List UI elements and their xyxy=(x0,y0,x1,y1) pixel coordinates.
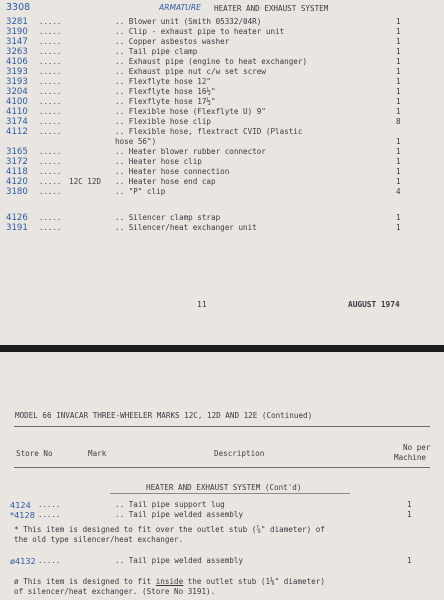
leader-dots: ..... xyxy=(39,27,62,36)
section-heading-rule xyxy=(110,493,350,494)
column-header-qty-line2: Machine xyxy=(394,453,427,462)
table-row xyxy=(0,223,444,233)
column-header-mark: Mark xyxy=(88,449,107,458)
column-header-description: Description xyxy=(214,449,265,458)
store-number: 3281 xyxy=(6,17,28,27)
table-row xyxy=(0,177,444,187)
footnote-phi-emphasis: inside xyxy=(155,577,184,586)
part-description: .. Silencer clamp strap xyxy=(115,213,221,222)
leader-dots: ..... xyxy=(39,187,62,196)
quantity: 1 xyxy=(396,167,401,176)
table-row xyxy=(0,97,444,107)
part-description: .. Silencer/heat exchanger unit xyxy=(115,223,257,232)
mark-code: 12C 12D xyxy=(69,177,102,186)
table-row xyxy=(0,107,444,117)
store-number: 3172 xyxy=(6,157,28,167)
part-description: .. Heater blower rubber connector xyxy=(115,147,266,156)
store-number: 4118 xyxy=(6,167,28,177)
part-description: .. Copper asbestos washer xyxy=(115,37,230,46)
quantity: 1 xyxy=(396,87,401,96)
leader-dots: ..... xyxy=(39,107,62,116)
quantity: 1 xyxy=(396,177,401,186)
store-number: 3193 xyxy=(6,67,28,77)
footnote-phi-line2: of silencer/heat exchanger. (Store No 3191). xyxy=(14,587,216,596)
leader-dots: ..... xyxy=(39,147,62,156)
store-number: 4100 xyxy=(6,97,28,107)
store-number: ø4132 xyxy=(10,556,36,566)
footnote-phi-line1 xyxy=(14,577,325,587)
quantity: 1 xyxy=(407,510,412,519)
store-number: 4112 xyxy=(6,127,28,137)
store-number: 3165 xyxy=(6,147,28,157)
quantity: 1 xyxy=(396,47,401,56)
part-description: .. Flexflyte hose 16½" xyxy=(115,87,216,96)
quantity: 1 xyxy=(396,17,401,26)
table-row xyxy=(0,17,444,27)
section-heading: HEATER AND EXHAUST SYSTEM xyxy=(214,4,329,13)
store-number: 3263 xyxy=(6,47,28,57)
leader-dots: ..... xyxy=(39,67,62,76)
quantity: 1 xyxy=(396,67,401,76)
footnote-phi-text-a: ø This item is designed to fit xyxy=(14,577,156,586)
quantity: 1 xyxy=(407,500,412,509)
quantity: 1 xyxy=(396,157,401,166)
footnote-star-line1: * This item is designed to fit over the outlet stub (⅞" diameter) of xyxy=(14,525,325,534)
table-row xyxy=(0,37,444,47)
leader-dots: ..... xyxy=(39,223,62,232)
table-row xyxy=(0,500,444,510)
leader-dots: ..... xyxy=(39,97,62,106)
store-number: 4110 xyxy=(6,107,28,117)
leader-dots: ..... xyxy=(39,127,62,136)
catalogue-page-continued xyxy=(0,352,444,600)
leader-dots: ..... xyxy=(39,77,62,86)
table-row xyxy=(0,117,444,127)
quantity: 1 xyxy=(396,137,401,146)
header-bottom-rule xyxy=(14,467,430,468)
handwritten-heading-annotation: ARMATURE xyxy=(159,3,201,12)
part-description: .. Tail pipe welded assembly xyxy=(115,510,244,519)
table-row xyxy=(0,157,444,167)
leader-dots: ..... xyxy=(38,510,61,519)
quantity: 1 xyxy=(396,213,401,222)
continued-section-heading: HEATER AND EXHAUST SYSTEM (Cont'd) xyxy=(146,483,302,492)
table-row xyxy=(0,187,444,197)
part-description: .. Exhaust pipe (engine to heat exchanger) xyxy=(115,57,308,66)
quantity: 1 xyxy=(396,223,401,232)
table-row xyxy=(0,137,444,147)
leader-dots: ..... xyxy=(39,177,62,186)
table-row xyxy=(0,147,444,157)
quantity: 8 xyxy=(396,117,401,126)
leader-dots: ..... xyxy=(38,500,61,509)
leader-dots: ..... xyxy=(39,37,62,46)
leader-dots: ..... xyxy=(39,117,62,126)
table-row xyxy=(0,57,444,67)
part-description: .. Flexflyte hose 12" xyxy=(115,77,212,86)
leader-dots: ..... xyxy=(39,87,62,96)
part-description: .. Flexible hose (Flexflyte U) 9" xyxy=(115,107,266,116)
table-row xyxy=(0,47,444,57)
part-description: .. Clip - exhaust pipe to heater unit xyxy=(115,27,285,36)
leader-dots: ..... xyxy=(39,47,62,56)
table-row xyxy=(0,87,444,97)
store-number: 3193 xyxy=(6,77,28,87)
footnote-phi-text-b: the outlet stub (1⅛" diameter) xyxy=(183,577,325,586)
store-number: 3204 xyxy=(6,87,28,97)
issue-date: AUGUST 1974 xyxy=(348,300,400,309)
table-row xyxy=(0,127,444,137)
quantity: 1 xyxy=(407,556,412,565)
quantity: 1 xyxy=(396,37,401,46)
table-row xyxy=(0,213,444,223)
part-description: .. Heater hose clip xyxy=(115,157,202,166)
table-row xyxy=(0,510,444,520)
part-description: .. Flexflyte hose 17½" xyxy=(115,97,216,106)
part-description: .. Tail pipe welded assembly xyxy=(115,556,244,565)
document-title: MODEL 66 INVACAR THREE-WHEELER MARKS 12C, 12D AND 12E (Continued) xyxy=(15,411,313,420)
table-row xyxy=(0,27,444,37)
part-description: .. Flexible hose, flextract CVID (Plastic xyxy=(115,127,303,136)
leader-dots: ..... xyxy=(39,157,62,166)
leader-dots: ..... xyxy=(39,17,62,26)
footnote-star-line2: the old type silencer/heat exchanger. xyxy=(14,535,184,544)
store-number: 3174 xyxy=(6,117,28,127)
part-description: .. Blower unit (Smith 05332/04R) xyxy=(115,17,262,26)
page-number: 11 xyxy=(197,300,207,309)
leader-dots: ..... xyxy=(39,57,62,66)
column-header-store-no: Store No xyxy=(16,449,53,458)
quantity: 1 xyxy=(396,57,401,66)
part-description: hose 56") xyxy=(115,137,157,146)
quantity: 1 xyxy=(396,27,401,36)
quantity: 1 xyxy=(396,107,401,116)
store-number: 3147 xyxy=(6,37,28,47)
store-number: 4126 xyxy=(6,213,28,223)
quantity: 1 xyxy=(396,77,401,86)
part-description: .. Heater hose connection xyxy=(115,167,230,176)
handwritten-page-header: 3308 xyxy=(6,2,31,13)
store-number: 4106 xyxy=(6,57,28,67)
part-description: .. "P" clip xyxy=(115,187,166,196)
table-row xyxy=(0,77,444,87)
part-description: .. Tail pipe support lug xyxy=(115,500,225,509)
table-row xyxy=(0,556,444,566)
table-row xyxy=(0,67,444,77)
store-number: *4128 xyxy=(10,510,35,520)
store-number: 3190 xyxy=(6,27,28,37)
part-description: .. Flexible hose clip xyxy=(115,117,212,126)
part-description: .. Heater hose end cap xyxy=(115,177,216,186)
table-row xyxy=(0,167,444,177)
store-number: 3180 xyxy=(6,187,28,197)
header-top-rule xyxy=(14,426,430,427)
part-description: .. Tail pipe clamp xyxy=(115,47,198,56)
part-description: .. Exhaust pipe nut c/w set screw xyxy=(115,67,266,76)
leader-dots: ..... xyxy=(39,213,62,222)
leader-dots: ..... xyxy=(39,167,62,176)
store-number: 3191 xyxy=(6,223,28,233)
quantity: 1 xyxy=(396,147,401,156)
leader-dots: ..... xyxy=(38,556,61,565)
quantity: 4 xyxy=(396,187,401,196)
column-header-qty-line1: No per xyxy=(403,443,431,452)
store-number: 4124 xyxy=(10,500,31,510)
quantity: 1 xyxy=(396,97,401,106)
store-number: 4120 xyxy=(6,177,28,187)
